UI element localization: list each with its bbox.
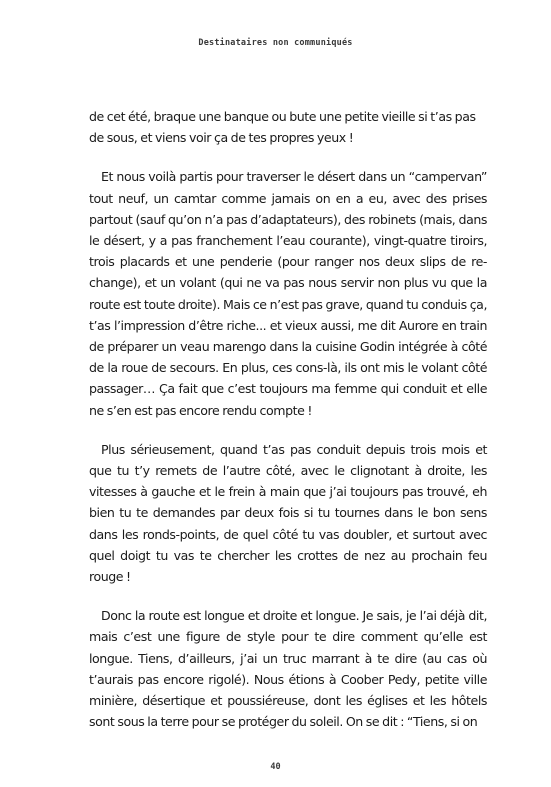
paragraph-continued: de cet été, braque une banque ou bute une petite vieille si t’as pas de sous, et viens voir ça de tes propres yeux ! — [89, 109, 476, 146]
running-head: Destinataires non communiqués — [198, 38, 353, 48]
paragraph-driving: Plus sérieusement, quand t’as pas conduit depuis trois mois et que tu t’y remets de l’autre côté, avec le clignotant à droite, les vitesses à gauche et le frein à main que j’ai toujours pas trouvé, eh bien tu te demandes par deux fois si tu tournes dans le bon sens dans les ronds-points, de quel côté tu vas doubler, et surtout avec quel doigt tu vas te chercher les crottes de nez au prochain feu rouge ! — [89, 441, 487, 585]
body-text — [89, 106, 487, 750]
paragraph-long-road: Donc la route est longue et droite et longue. Je sais, je l’ai déjà dit, mais c’est une figure de style pour te dire comment qu’elle est longue. Tiens, d’ailleurs, j’ai un truc marrant à te dire (au cas où t’aurais pas encore rigolé). Nous étions à Coober Pedy, petite ville minière, désertique et poussiéreuse, dont les églises et les hôtels sont sous la terre pour se protéger du soleil. On se dit : “Tiens, si on — [89, 608, 487, 730]
page-number: 40 — [270, 762, 281, 772]
paragraph-campervan: Et nous voilà partis pour traverser le désert dans un “campervan” tout neuf, un camtar comme jamais on en a eu, avec des prises partout (sauf qu’on n’a pas d’adaptateurs), des robinets (mais, dans le désert, y a pas franchement l’eau courante), vingt-quatre tiroirs, trois placards et une penderie (pour ranger nos deux slips de re-change), et un volant (qui ne va pas nous servir non plus vu que la route est toute droite). Mais ce n’est pas grave, quand tu conduis ça, t’as l’impression d’être riche... et vieux aussi, me dit Aurore en train de préparer un veau marengo dans la cuisine Godin intégrée à côté de la roue de secours. En plus, ces cons-là, ils ont mis le volant côté passager… Ça fait que c’est toujours ma femme qui conduit et elle ne s’en est pas encore rendu compte ! — [89, 169, 487, 418]
